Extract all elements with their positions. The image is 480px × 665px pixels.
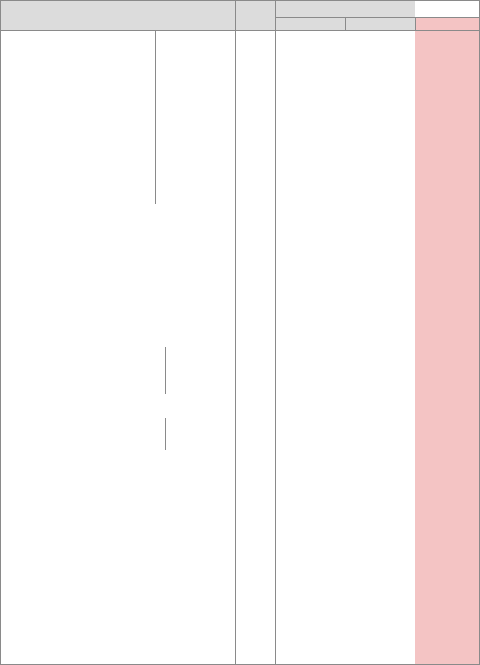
- model-18-highlight: [415, 17, 480, 665]
- param-strumien: [0, 347, 165, 370]
- unit-mbar-opory: [235, 394, 275, 418]
- header-model-12: [345, 17, 415, 30]
- unit-c-nastaw: [235, 602, 275, 618]
- param-praca: [0, 633, 235, 648]
- unit-kw: [235, 219, 275, 235]
- param-zuzycie: [0, 394, 235, 418]
- unit-pct-klasa: [235, 526, 275, 541]
- unit-srednica: [235, 495, 275, 510]
- param-zasilanie: [0, 465, 235, 480]
- param-cisnienie: [0, 295, 235, 311]
- param-powierzchnia: [0, 250, 235, 265]
- sub-moc-nominalna-strumien: [165, 370, 235, 382]
- param-sprawnosc: [0, 587, 235, 602]
- unit-bar: [235, 295, 275, 311]
- unit-mbar: [235, 311, 275, 326]
- param-klasa: [0, 602, 235, 618]
- header-model: [275, 0, 480, 17]
- unit-praca: [235, 556, 275, 572]
- sub-dt10: [165, 418, 235, 434]
- param-opory: [0, 418, 165, 450]
- unit-sterownik: [235, 541, 275, 556]
- header-unit: [235, 0, 275, 30]
- unit-l-wodna: [235, 280, 275, 295]
- param-kubatura: [0, 235, 235, 250]
- param-halas: [0, 541, 235, 556]
- param-pojemnosc-kosza: [0, 265, 235, 280]
- header-model-8: [275, 17, 345, 30]
- unit-w: [235, 450, 275, 465]
- param-moc-elektryczna: [0, 480, 235, 495]
- sub-dt20: [165, 434, 235, 450]
- unit-l-kosz: [235, 265, 275, 280]
- sub-moc-minimalna-temp: [165, 359, 235, 370]
- param-paliwo: [0, 204, 235, 219]
- param-zakres-mocy: [0, 219, 235, 235]
- param-ciag: [0, 311, 235, 326]
- param-temp-wody: [0, 450, 235, 465]
- header-parametr: [0, 0, 235, 30]
- unit-c-wody: [235, 418, 275, 450]
- unit-paliwo: [235, 204, 275, 219]
- param-masa: [0, 556, 235, 572]
- unit-gs: [235, 347, 275, 370]
- sub-moc-nominalna-temp: [165, 347, 235, 359]
- param-moc-100: [0, 526, 235, 541]
- header-model-18: [415, 17, 480, 30]
- unit-material: [235, 587, 275, 602]
- param-pojemnosc-wodna: [0, 280, 235, 295]
- param-srednica: [0, 572, 235, 587]
- unit-kgh: [235, 370, 275, 394]
- unit-kg: [235, 480, 275, 495]
- param-sterownik: [0, 618, 235, 633]
- unit-db: [235, 465, 275, 480]
- param-moc-gotowosci: [0, 495, 235, 510]
- unit-pct-sprawnosc: [235, 510, 275, 526]
- unit-gwarancja: [235, 572, 275, 587]
- unit-mm: [235, 30, 275, 204]
- param-wymiary: [0, 30, 155, 204]
- unit-m2: [235, 250, 275, 265]
- unit-c-spalin: [235, 326, 275, 347]
- sub-moc-minimalna-strumien: [165, 382, 235, 394]
- unit-m3: [235, 235, 275, 250]
- param-moc-30: [0, 510, 235, 526]
